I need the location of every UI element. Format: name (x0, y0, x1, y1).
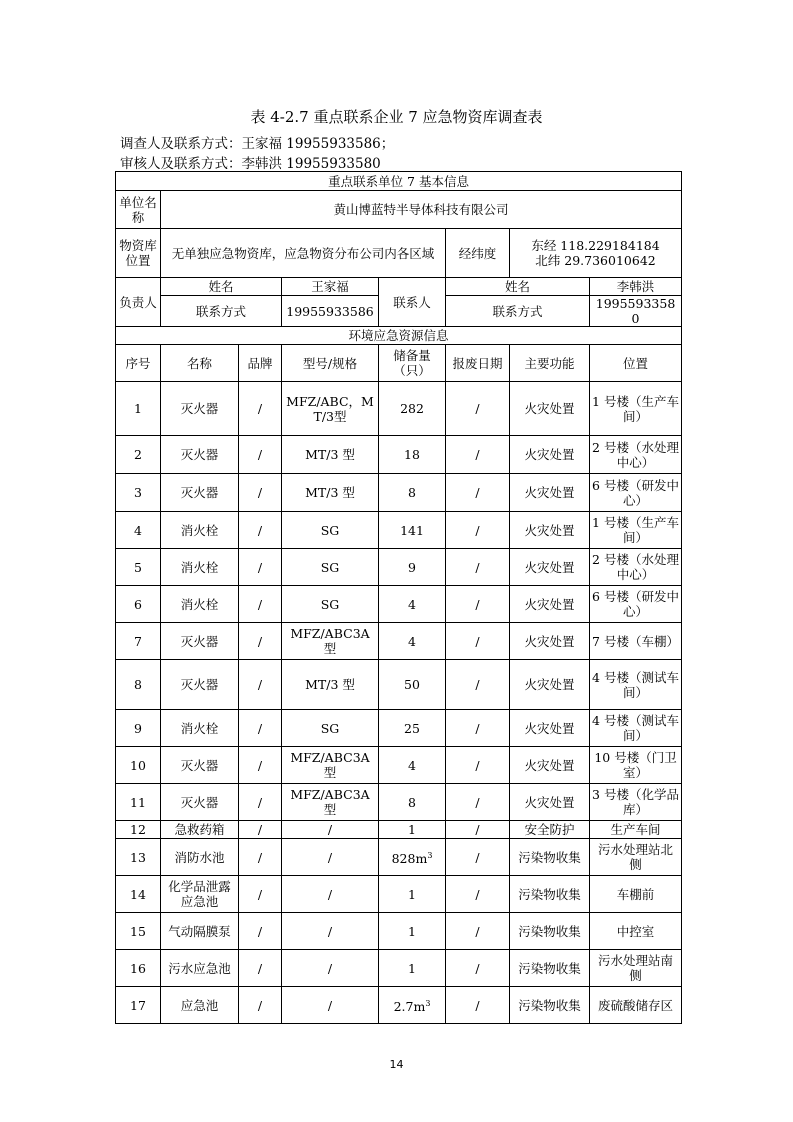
cell-model: MFZ/ABC3A 型 (282, 623, 379, 660)
cell-loc: 生产车间 (590, 821, 682, 839)
cell-qty: 4 (379, 623, 446, 660)
cell-scrap: / (446, 839, 510, 876)
cell-brand: / (239, 623, 282, 660)
cell-no: 7 (116, 623, 161, 660)
cell-name: 急救药箱 (161, 821, 239, 839)
cell-brand: / (239, 549, 282, 586)
cell-brand: / (239, 474, 282, 512)
cell-loc: 6 号楼（研发中心） (590, 586, 682, 623)
cell-brand: / (239, 710, 282, 747)
cell-no: 3 (116, 474, 161, 512)
cell-func: 火灾处置 (510, 512, 590, 549)
latitude: 北纬 29.736010642 (535, 253, 656, 268)
cell-name: 污水应急池 (161, 950, 239, 987)
qty-unit-exponent: 3 (425, 998, 431, 1008)
cell-func: 火灾处置 (510, 710, 590, 747)
cell-name: 灭火器 (161, 623, 239, 660)
contact-name: 李韩洪 (590, 278, 682, 296)
cell-brand: / (239, 512, 282, 549)
cell-no: 2 (116, 436, 161, 474)
cell-brand: / (239, 382, 282, 436)
contact-phone-label: 联系方式 (446, 296, 590, 327)
col-header: 储备量（只） (379, 345, 446, 382)
cell-no: 15 (116, 913, 161, 950)
table-row (116, 710, 682, 747)
cell-model: MFZ/ABC3A 型 (282, 784, 379, 821)
table-row (116, 586, 682, 623)
cell-model: MFZ/ABC3A 型 (282, 747, 379, 784)
cell-scrap: / (446, 586, 510, 623)
cell-brand: / (239, 913, 282, 950)
cell-loc: 1 号楼（生产车间） (590, 382, 682, 436)
unit-name-label: 单位名称 (116, 191, 161, 229)
manager-name-label: 姓名 (161, 278, 282, 296)
cell-loc: 4 号楼（测试车间） (590, 710, 682, 747)
cell-brand: / (239, 839, 282, 876)
cell-qty (379, 987, 446, 1024)
page-number: 14 (389, 1058, 404, 1071)
cell-func: 火灾处置 (510, 474, 590, 512)
cell-loc: 3 号楼（化学品库） (590, 784, 682, 821)
cell-loc: 6 号楼（研发中心） (590, 474, 682, 512)
basic-info-section-title: 重点联系单位 7 基本信息 (116, 172, 682, 191)
cell-model: / (282, 950, 379, 987)
cell-brand: / (239, 586, 282, 623)
cell-func: 火灾处置 (510, 436, 590, 474)
cell-func: 火灾处置 (510, 549, 590, 586)
col-header: 型号/规格 (282, 345, 379, 382)
cell-loc: 中控室 (590, 913, 682, 950)
cell-no: 17 (116, 987, 161, 1024)
cell-model: SG (282, 710, 379, 747)
table-row (116, 382, 682, 436)
cell-no: 11 (116, 784, 161, 821)
col-header: 报废日期 (446, 345, 510, 382)
cell-func: 污染物收集 (510, 950, 590, 987)
cell-scrap: / (446, 913, 510, 950)
table-row (116, 913, 682, 950)
cell-name: 气动隔膜泵 (161, 913, 239, 950)
cell-no: 5 (116, 549, 161, 586)
cell-scrap: / (446, 549, 510, 586)
cell-no: 6 (116, 586, 161, 623)
manager-label: 负责人 (116, 278, 161, 327)
cell-model: MFZ/ABC，MT/3型 (282, 382, 379, 436)
cell-name: 消火栓 (161, 512, 239, 549)
cell-qty: 1 (379, 913, 446, 950)
cell-scrap: / (446, 784, 510, 821)
investigator-line: 调查人及联系方式：王家福 19955933586； (120, 136, 395, 152)
cell-no: 16 (116, 950, 161, 987)
cell-no: 12 (116, 821, 161, 839)
cell-loc: 7 号楼（车棚） (590, 623, 682, 660)
column-header-row (116, 345, 682, 382)
cell-model: / (282, 876, 379, 913)
manager-phone-label: 联系方式 (161, 296, 282, 327)
cell-loc: 4 号楼（测试车间） (590, 660, 682, 710)
cell-model: / (282, 913, 379, 950)
cell-model: / (282, 821, 379, 839)
table-row (116, 474, 682, 512)
col-header: 主要功能 (510, 345, 590, 382)
cell-qty: 9 (379, 549, 446, 586)
cell-loc: 污水处理站南侧 (590, 950, 682, 987)
cell-model: SG (282, 549, 379, 586)
cell-qty: 25 (379, 710, 446, 747)
cell-brand: / (239, 950, 282, 987)
cell-brand: / (239, 436, 282, 474)
contact-label: 联系人 (379, 278, 446, 327)
cell-no: 13 (116, 839, 161, 876)
table-title: 表 4-2.7 重点联系企业 7 应急物资库调查表 (250, 108, 543, 126)
cell-name: 消火栓 (161, 710, 239, 747)
cell-scrap: / (446, 382, 510, 436)
cell-name: 灭火器 (161, 747, 239, 784)
cell-no: 1 (116, 382, 161, 436)
cell-model: MT/3 型 (282, 474, 379, 512)
cell-qty: 1 (379, 821, 446, 839)
cell-model: MT/3 型 (282, 436, 379, 474)
cell-func: 污染物收集 (510, 839, 590, 876)
cell-name: 消防水池 (161, 839, 239, 876)
cell-qty: 8 (379, 474, 446, 512)
cell-scrap: / (446, 436, 510, 474)
cell-qty: 4 (379, 586, 446, 623)
cell-scrap: / (446, 987, 510, 1024)
col-header: 位置 (590, 345, 682, 382)
cell-func: 火灾处置 (510, 747, 590, 784)
cell-name: 消火栓 (161, 549, 239, 586)
contact-name-label: 姓名 (446, 278, 590, 296)
cell-func: 火灾处置 (510, 623, 590, 660)
cell-func: 污染物收集 (510, 913, 590, 950)
cell-model: SG (282, 512, 379, 549)
cell-scrap: / (446, 660, 510, 710)
table-row (116, 512, 682, 549)
cell-brand: / (239, 747, 282, 784)
cell-qty: 4 (379, 747, 446, 784)
cell-scrap: / (446, 876, 510, 913)
cell-no: 14 (116, 876, 161, 913)
cell-name: 灭火器 (161, 784, 239, 821)
cell-name: 灭火器 (161, 436, 239, 474)
unit-name: 黄山博蓝特半导体科技有限公司 (161, 191, 682, 229)
cell-func: 安全防护 (510, 821, 590, 839)
cell-func: 火灾处置 (510, 660, 590, 710)
manager-phone: 19955933586 (282, 296, 379, 327)
cell-model: SG (282, 586, 379, 623)
table-row (116, 747, 682, 784)
emergency-supplies-table (115, 171, 682, 1024)
cell-loc: 10 号楼（门卫室） (590, 747, 682, 784)
cell-no: 4 (116, 512, 161, 549)
table-row (116, 950, 682, 987)
cell-loc: 废硫酸储存区 (590, 987, 682, 1024)
cell-scrap: / (446, 821, 510, 839)
cell-loc: 2 号楼（水处理中心） (590, 436, 682, 474)
cell-name: 应急池 (161, 987, 239, 1024)
cell-qty (379, 839, 446, 876)
cell-scrap: / (446, 474, 510, 512)
cell-name: 灭火器 (161, 474, 239, 512)
cell-scrap: / (446, 747, 510, 784)
cell-qty: 1 (379, 950, 446, 987)
cell-no: 8 (116, 660, 161, 710)
coordinates (510, 229, 682, 278)
cell-brand: / (239, 876, 282, 913)
cell-qty: 141 (379, 512, 446, 549)
cell-name: 化学品泄露应急池 (161, 876, 239, 913)
cell-scrap: / (446, 950, 510, 987)
latlng-label: 经纬度 (446, 229, 510, 278)
cell-qty: 8 (379, 784, 446, 821)
qty-value: 828m (391, 851, 428, 867)
resource-section-title: 环境应急资源信息 (116, 327, 682, 345)
contact-phone: 19955933580 (590, 296, 682, 327)
cell-qty: 50 (379, 660, 446, 710)
cell-loc: 车棚前 (590, 876, 682, 913)
cell-func: 火灾处置 (510, 382, 590, 436)
table-row (116, 436, 682, 474)
cell-name: 消火栓 (161, 586, 239, 623)
cell-scrap: / (446, 623, 510, 660)
cell-scrap: / (446, 512, 510, 549)
table-row (116, 876, 682, 913)
cell-no: 10 (116, 747, 161, 784)
col-header: 名称 (161, 345, 239, 382)
table-row (116, 784, 682, 821)
manager-name: 王家福 (282, 278, 379, 296)
col-header: 序号 (116, 345, 161, 382)
cell-no: 9 (116, 710, 161, 747)
cell-loc: 污水处理站北侧 (590, 839, 682, 876)
cell-loc: 1 号楼（生产车间） (590, 512, 682, 549)
cell-brand: / (239, 821, 282, 839)
table-row (116, 660, 682, 710)
location-label: 物资库位置 (116, 229, 161, 278)
cell-brand: / (239, 660, 282, 710)
cell-brand: / (239, 784, 282, 821)
table-row (116, 821, 682, 839)
cell-name: 灭火器 (161, 382, 239, 436)
cell-model: / (282, 839, 379, 876)
qty-unit-exponent: 3 (427, 850, 433, 860)
cell-func: 污染物收集 (510, 876, 590, 913)
table-row (116, 839, 682, 876)
cell-loc: 2 号楼（水处理中心） (590, 549, 682, 586)
cell-scrap: / (446, 710, 510, 747)
longitude: 东经 118.229184184 (531, 238, 660, 253)
table-row (116, 987, 682, 1024)
cell-func: 火灾处置 (510, 784, 590, 821)
location-desc: 无单独应急物资库，应急物资分布公司内各区域 (161, 229, 446, 278)
qty-value: 2.7m (393, 999, 426, 1015)
cell-qty: 282 (379, 382, 446, 436)
table-row (116, 549, 682, 586)
reviewer-line: 审核人及联系方式：李韩洪 19955933580 (120, 156, 381, 172)
cell-model: / (282, 987, 379, 1024)
cell-func: 污染物收集 (510, 987, 590, 1024)
col-header: 品牌 (239, 345, 282, 382)
cell-brand: / (239, 987, 282, 1024)
cell-name: 灭火器 (161, 660, 239, 710)
cell-qty: 18 (379, 436, 446, 474)
cell-qty: 1 (379, 876, 446, 913)
cell-func: 火灾处置 (510, 586, 590, 623)
table-row (116, 623, 682, 660)
cell-model: MT/3 型 (282, 660, 379, 710)
